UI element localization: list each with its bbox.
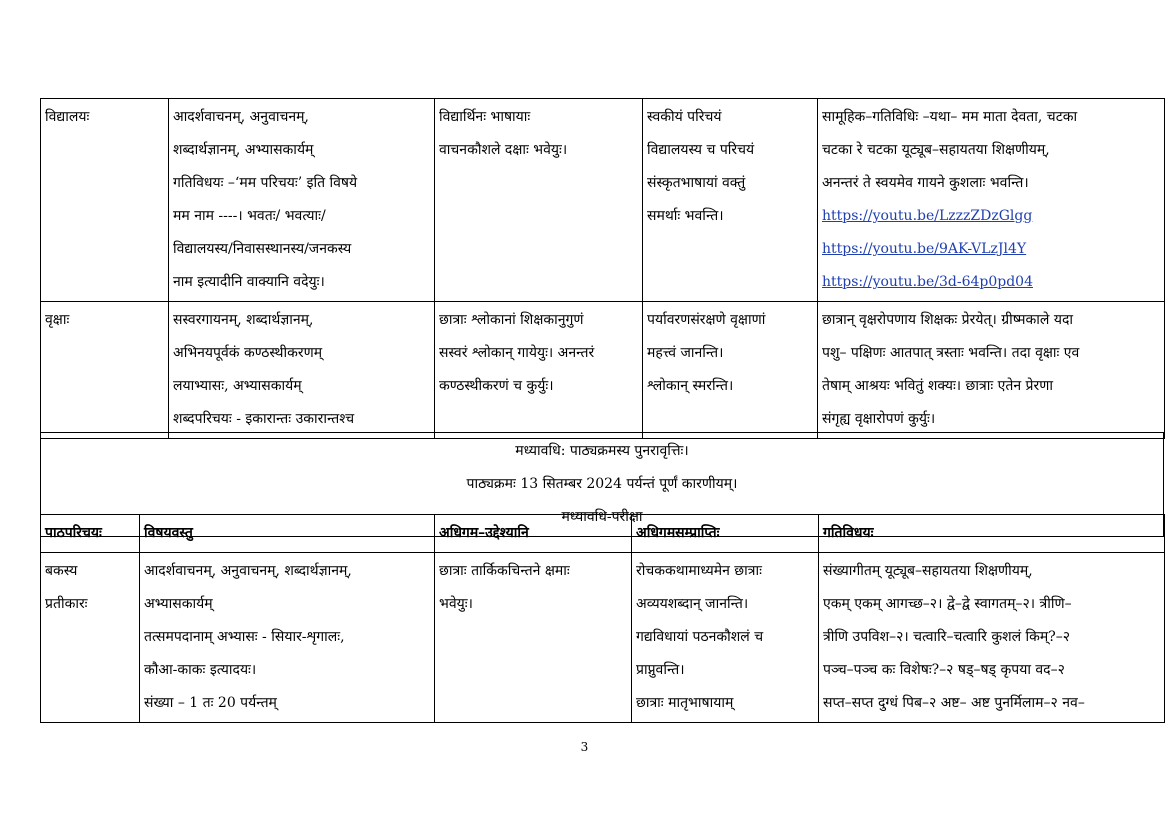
outcome-line: संस्कृतभाषायां वक्तुं <box>647 175 746 191</box>
lesson-name: बकस्य <box>45 563 78 579</box>
lesson-name-cell <box>41 99 169 302</box>
objective-line: सस्वरं श्लोकान् गायेयुः। अनन्तरं <box>439 345 595 361</box>
table-row <box>41 302 1165 439</box>
activity-line: सप्त–सप्त दुग्धं पिब–२ अष्ट– अष्ट पुनर्मिलाम–२ नव– <box>823 695 1085 711</box>
youtube-link-3[interactable]: https://youtu.be/3d-64p0pd04 <box>822 274 1033 290</box>
objective-line: भवेयुः। <box>439 596 473 612</box>
curriculum-table-bottom <box>40 514 1165 723</box>
lesson-name: प्रतीकारः <box>45 596 88 612</box>
midterm-revision-text: मध्यावधि: पाठ्यक्रमस्य पुनरावृत्तिः। <box>515 443 689 459</box>
objectives-cell <box>435 553 632 723</box>
content-line: विद्यालयस्य/निवासस्थानस्य/जनकस्य <box>173 241 352 257</box>
activities-cell <box>818 99 1165 302</box>
content-line: शब्दार्थज्ञानम्, अभ्यासकार्यम् <box>173 142 314 158</box>
curriculum-table-top <box>40 98 1165 439</box>
objectives-cell <box>435 302 643 439</box>
objective-line: कण्ठस्थीकरणं च कुर्युः। <box>439 378 554 394</box>
content-line: लयाभ्यासः, अभ्यासकार्यम् <box>173 378 302 394</box>
outcome-line: छात्राः मातृभाषायाम् <box>636 695 734 711</box>
outcome-line: विद्यालयस्य च परिचयं <box>647 142 755 158</box>
activity-line: संख्यागीतम् यूट्यूब–सहायतया शिक्षणीयम्, <box>823 563 1033 579</box>
header-activities: गतिविधयः <box>819 515 1165 553</box>
lesson-name-cell <box>41 553 140 723</box>
objective-line: छात्राः तार्किकचिन्तने क्षमाः <box>439 563 570 579</box>
midterm-exam-text: मध्यावधि-परीक्षा <box>561 509 643 525</box>
header-learning-objectives: अधिगम–उद्देश्यानि <box>435 515 632 553</box>
outcome-line: श्लोकान् स्मरन्ति। <box>647 378 734 394</box>
outcome-line: गद्यविधायां पठनकौशलं च <box>636 629 764 645</box>
header-row <box>41 515 1165 553</box>
outcome-line: अव्ययशब्दान् जानन्ति। <box>636 596 749 612</box>
table-row <box>41 99 1165 302</box>
lesson-name: वृक्षाः <box>45 312 70 328</box>
activity-line: पञ्च–पञ्च कः विशेषः?–२ षड्–षड् कृपया वद–२ <box>823 662 1065 678</box>
content-line: मम नाम ----। भवतः/ भवत्याः/ <box>173 208 326 224</box>
content-line: अभिनयपूर्वकं कण्ठस्थीकरणम् <box>173 345 323 361</box>
activity-line: पशु– पक्षिणः आतपात् त्रस्ताः भवन्ति। तदा वृक्षाः एव <box>822 345 1080 361</box>
content-line: सस्वरगायनम्, शब्दार्थज्ञानम्, <box>173 312 314 328</box>
activity-line: संगृह्य वृक्षारोपणं कुर्युः। <box>822 411 936 427</box>
activities-cell <box>819 553 1165 723</box>
content-cell <box>169 99 435 302</box>
content-line: तत्समपदानाम् अभ्यासः - सियार-शृगालः, <box>144 629 345 645</box>
objectives-cell <box>435 99 643 302</box>
outcome-line: समर्थाः भवन्ति। <box>647 208 724 224</box>
activity-line: सामूहिक–गतिविधिः –यथा– मम माता देवता, चटका <box>822 109 1078 125</box>
content-line: गतिविधयः –‘मम परिचयः’ इति विषये <box>173 175 358 191</box>
activity-line: त्रीणि उपविश–२। चत्वारि–चत्वारि कुशलं किम्?–२ <box>823 629 1071 645</box>
content-cell <box>140 553 435 723</box>
content-cell <box>169 302 435 439</box>
youtube-link-1[interactable]: https://youtu.be/LzzzZDzGlgg <box>822 208 1033 224</box>
header-subject-matter: विषयवस्तु <box>140 515 435 553</box>
outcome-line: महत्त्वं जानन्ति। <box>647 345 724 361</box>
activity-line: चटका रे चटका यूट्यूब–सहायतया शिक्षणीयम्, <box>822 142 1050 158</box>
outcome-line: स्वकीयं परिचयं <box>647 109 722 125</box>
activity-line: तेषाम् आश्रयः भवितुं शक्यः। छात्राः एतेन प्रेरणा <box>822 378 1053 394</box>
outcome-line: प्राप्नुवन्ति। <box>636 662 685 678</box>
outcomes-cell <box>632 553 819 723</box>
content-line: कौआ-काकः इत्यादयः। <box>144 662 257 678</box>
activity-line: एकम् एकम् आगच्छ–२। द्वे–द्वे स्वागतम्–२। त्रीणि– <box>823 596 1072 612</box>
table-row <box>41 553 1165 723</box>
page-number: 3 <box>580 740 589 754</box>
activities-cell <box>818 302 1165 439</box>
content-line: संख्या – 1 तः 20 पर्यन्तम् <box>144 695 277 711</box>
content-line: अभ्यासकार्यम् <box>144 596 213 612</box>
outcomes-cell <box>643 99 818 302</box>
objective-line: छात्राः श्लोकानां शिक्षकानुगुणं <box>439 312 584 328</box>
header-learning-outcomes: अधिगमसम्प्राप्तिः <box>632 515 819 553</box>
lesson-name-cell <box>41 302 169 439</box>
content-line: नाम इत्यादीनि वाक्यानि वदेयुः। <box>173 274 325 290</box>
activity-line: छात्रान् वृक्षरोपणाय शिक्षकः प्रेरयेत्। ग्रीष्मकाले यदा <box>822 312 1074 328</box>
outcome-line: रोचककथामाध्यमेन छात्राः <box>636 563 762 579</box>
content-line: आदर्शवाचनम्, अनुवाचनम्, <box>173 109 309 125</box>
outcomes-cell <box>643 302 818 439</box>
outcome-line: पर्यावरणसंरक्षणे वृक्षाणां <box>647 312 766 328</box>
objective-line: विद्यार्थिनः भाषायाः <box>439 109 531 125</box>
youtube-link-2[interactable]: https://youtu.be/9AK-VLzJl4Y <box>822 241 1027 257</box>
syllabus-deadline-text: पाठ्यक्रमः 13 सितम्बर 2024 पर्यन्तं पूर्णं कारणीयम्। <box>466 476 738 492</box>
objective-line: वाचनकौशले दक्षाः भवेयुः। <box>439 142 568 158</box>
activity-line: अनन्तरं ते स्वयमेव गायने कुशलाः भवन्ति। <box>822 175 1029 191</box>
header-lesson: पाठपरिचयः <box>41 515 140 553</box>
content-line: शब्दपरिचयः - इकारान्तः उकारान्तश्च <box>173 411 355 427</box>
lesson-name: विद्यालयः <box>45 109 90 125</box>
content-line: आदर्शवाचनम्, अनुवाचनम्, शब्दार्थज्ञानम्, <box>144 563 352 579</box>
